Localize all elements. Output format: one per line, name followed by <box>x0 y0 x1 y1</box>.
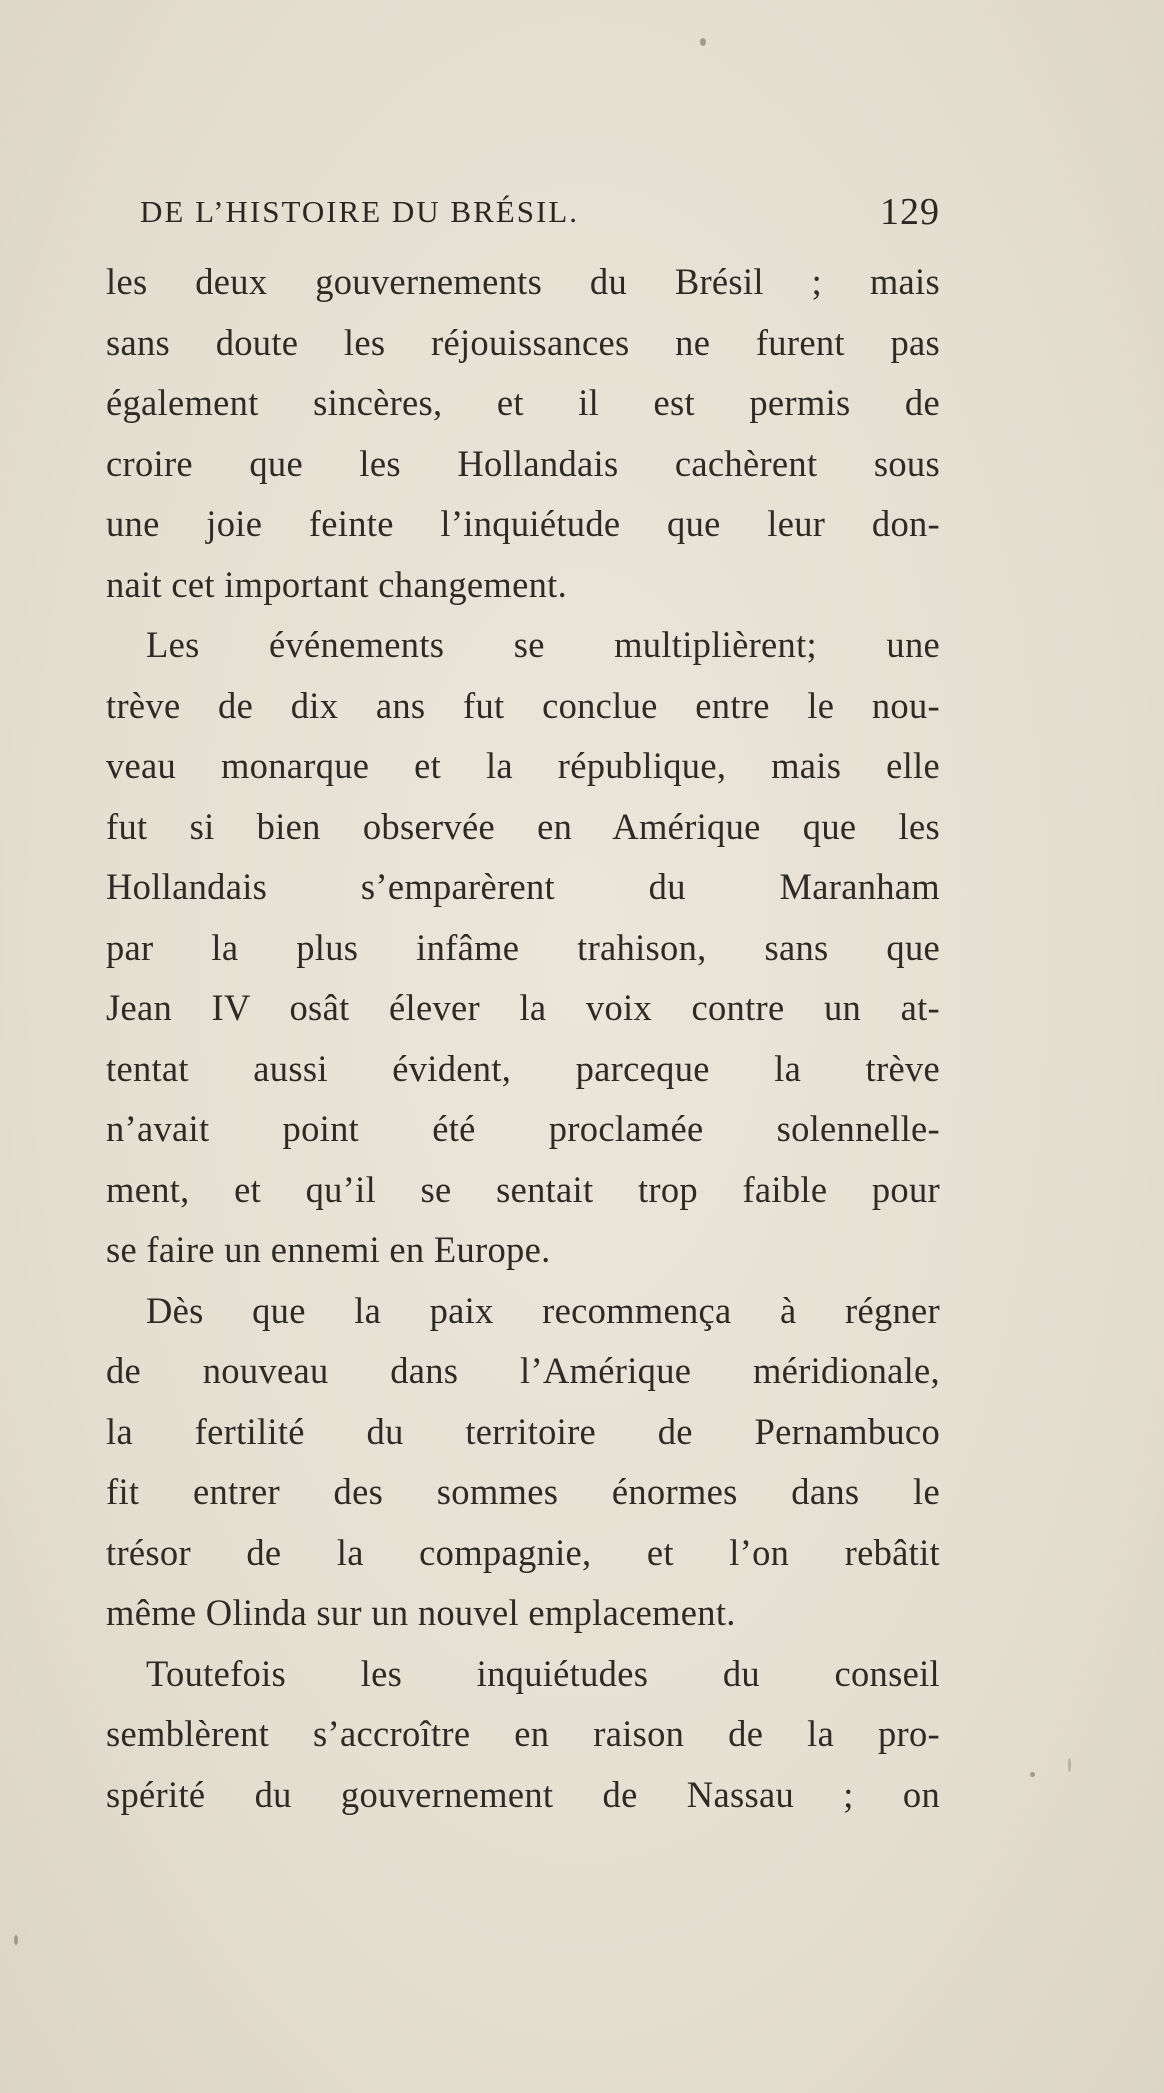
text-line: Dès que la paix recommença à régner <box>146 1289 940 1331</box>
text-line: même Olinda sur un nouvel emplacement. <box>106 1592 736 1633</box>
running-head <box>140 190 940 240</box>
text-line: sans doute les réjouissances ne furent pas <box>106 321 940 363</box>
text-line: trésor de la compagnie, et l’on rebâtit <box>106 1531 940 1573</box>
body-text <box>106 252 940 1825</box>
text-line: croire que les Hollandais cachèrent sous <box>106 442 940 484</box>
paper-speck <box>1068 1758 1071 1772</box>
text-line: veau monarque et la république, mais elle <box>106 745 940 786</box>
text-line: semblèrent s’accroître en raison de la pro- <box>106 1713 940 1754</box>
text-line: Hollandais s’emparèrent du Maranham <box>106 866 940 907</box>
text-line: se faire un ennemi en Europe. <box>106 1229 551 1270</box>
text-line: tentat aussi évident, parceque la trève <box>106 1047 940 1089</box>
page-number: 129 <box>880 191 940 233</box>
paper-speck <box>14 1935 18 1945</box>
text-line: trève de dix ans fut conclue entre le nou- <box>106 684 940 726</box>
text-line: n’avait point été proclamée solennelle- <box>106 1108 940 1149</box>
paper-speck <box>1030 1772 1035 1777</box>
text-line: de nouveau dans l’Amérique méridionale, <box>106 1350 940 1391</box>
text-line: les deux gouvernements du Brésil ; mais <box>106 261 940 302</box>
running-title: DE L’HISTOIRE DU BRÉSIL. <box>140 194 579 229</box>
paper-speck <box>700 38 706 46</box>
text-line: Jean IV osât élever la voix contre un at- <box>106 987 940 1028</box>
text-line: par la plus infâme trahison, sans que <box>106 926 940 968</box>
text-line: nait cet important changement. <box>106 563 568 605</box>
text-line: également sincères, et il est permis de <box>106 382 940 423</box>
text-line: une joie feinte l’inquiétude que leur don- <box>106 503 940 544</box>
text-line: ment, et qu’il se sentait trop faible pour <box>106 1168 940 1210</box>
text-line: Les événements se multiplièrent; une <box>146 624 940 665</box>
text-line: Toutefois les inquiétudes du conseil <box>146 1652 940 1694</box>
text-line: fit entrer des sommes énormes dans le <box>106 1471 940 1512</box>
text-line: fut si bien observée en Amérique que les <box>106 805 940 847</box>
text-line: la fertilité du territoire de Pernambuco <box>106 1410 940 1452</box>
text-line: spérité du gouvernement de Nassau ; on <box>106 1773 940 1815</box>
